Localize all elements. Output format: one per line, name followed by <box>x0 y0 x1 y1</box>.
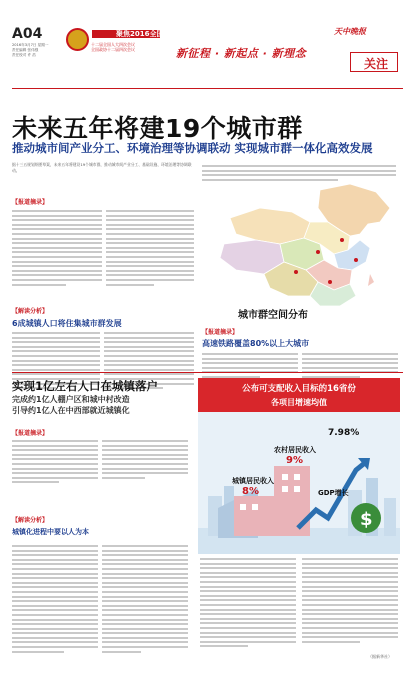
text-column <box>12 545 98 655</box>
main-subhead: 推动城市间产业分工、环境治理等协调联动 实现城市群一体化高效发展 <box>12 141 373 155</box>
gdp-label: GDP增长 <box>318 489 349 497</box>
gdp-value: 7.98% <box>328 428 360 438</box>
rural-income-value: 9% <box>286 455 303 466</box>
section-name: 关注 <box>364 57 389 71</box>
urban-income-label: 城镇居民收入 <box>232 477 274 485</box>
national-emblem-icon <box>66 28 89 51</box>
banner-subtitle: 十二届全国人大四次会议 全国政协十二届四次会议 <box>91 42 135 52</box>
section-label: 【解读分析】 <box>12 308 49 315</box>
infographic <box>198 378 400 554</box>
article2-headline: 实现1亿左右人口在城镇落户 <box>12 379 159 393</box>
article2-subhead: 完成约1亿人棚户区和城中村改造 <box>12 395 130 404</box>
date: 2016年3月7日 星期一 <box>12 43 49 47</box>
section-label: 【报道摘录】 <box>12 430 49 437</box>
urban-income-value: 8% <box>242 486 259 497</box>
proofreader: 责任校对 许 浩 <box>12 53 36 57</box>
svg-text:$: $ <box>360 509 373 530</box>
section-title: 高速铁路覆盖80%以上大城市 <box>202 339 310 348</box>
section-label: 【报道摘录】 <box>12 199 49 206</box>
text-column <box>302 558 398 645</box>
text-column <box>200 558 296 650</box>
text-column <box>102 440 188 481</box>
paper-logo: 天中晚报 <box>334 27 366 36</box>
date-block <box>12 43 64 58</box>
infographic-title: 公布可支配收入目标的16省份 <box>242 384 356 394</box>
lead-paragraph: 据十三五规划纲要草案，未来五年将建设19个城市群，推动城市间产业分工、基础设施、环境治理等协调联动。 <box>12 162 192 173</box>
section-label: 【报道摘录】 <box>202 329 239 336</box>
china-map <box>200 178 400 318</box>
text-column <box>202 353 298 381</box>
text-column <box>12 210 102 288</box>
page-number: A04 <box>12 26 43 42</box>
text-column <box>102 545 188 655</box>
banner-slogan: 新征程 · 新起点 · 新理念 <box>176 47 307 60</box>
article2-subhead: 引导约1亿人在中西部就近城镇化 <box>12 406 130 415</box>
main-headline: 未来五年将建19个城市群 <box>12 114 303 143</box>
signature: （据新华社） <box>368 654 392 659</box>
text-column <box>106 210 194 288</box>
infographic-subtitle: 各项目增速均值 <box>271 398 327 407</box>
map-caption: 城市群空间分布 <box>238 310 308 321</box>
section-title: 6成城镇人口将住集城市群发展 <box>12 319 122 328</box>
text-column <box>302 353 398 381</box>
rural-income-label: 农村居民收入 <box>274 446 316 454</box>
text-column <box>12 440 98 486</box>
banner-title: 聚焦2016全国两会 <box>116 30 178 38</box>
section-label: 【解读分析】 <box>12 517 49 524</box>
editor: 责任编辑 张伟强 <box>12 48 39 52</box>
section-title: 城镇化进程中要以人为本 <box>12 528 89 536</box>
